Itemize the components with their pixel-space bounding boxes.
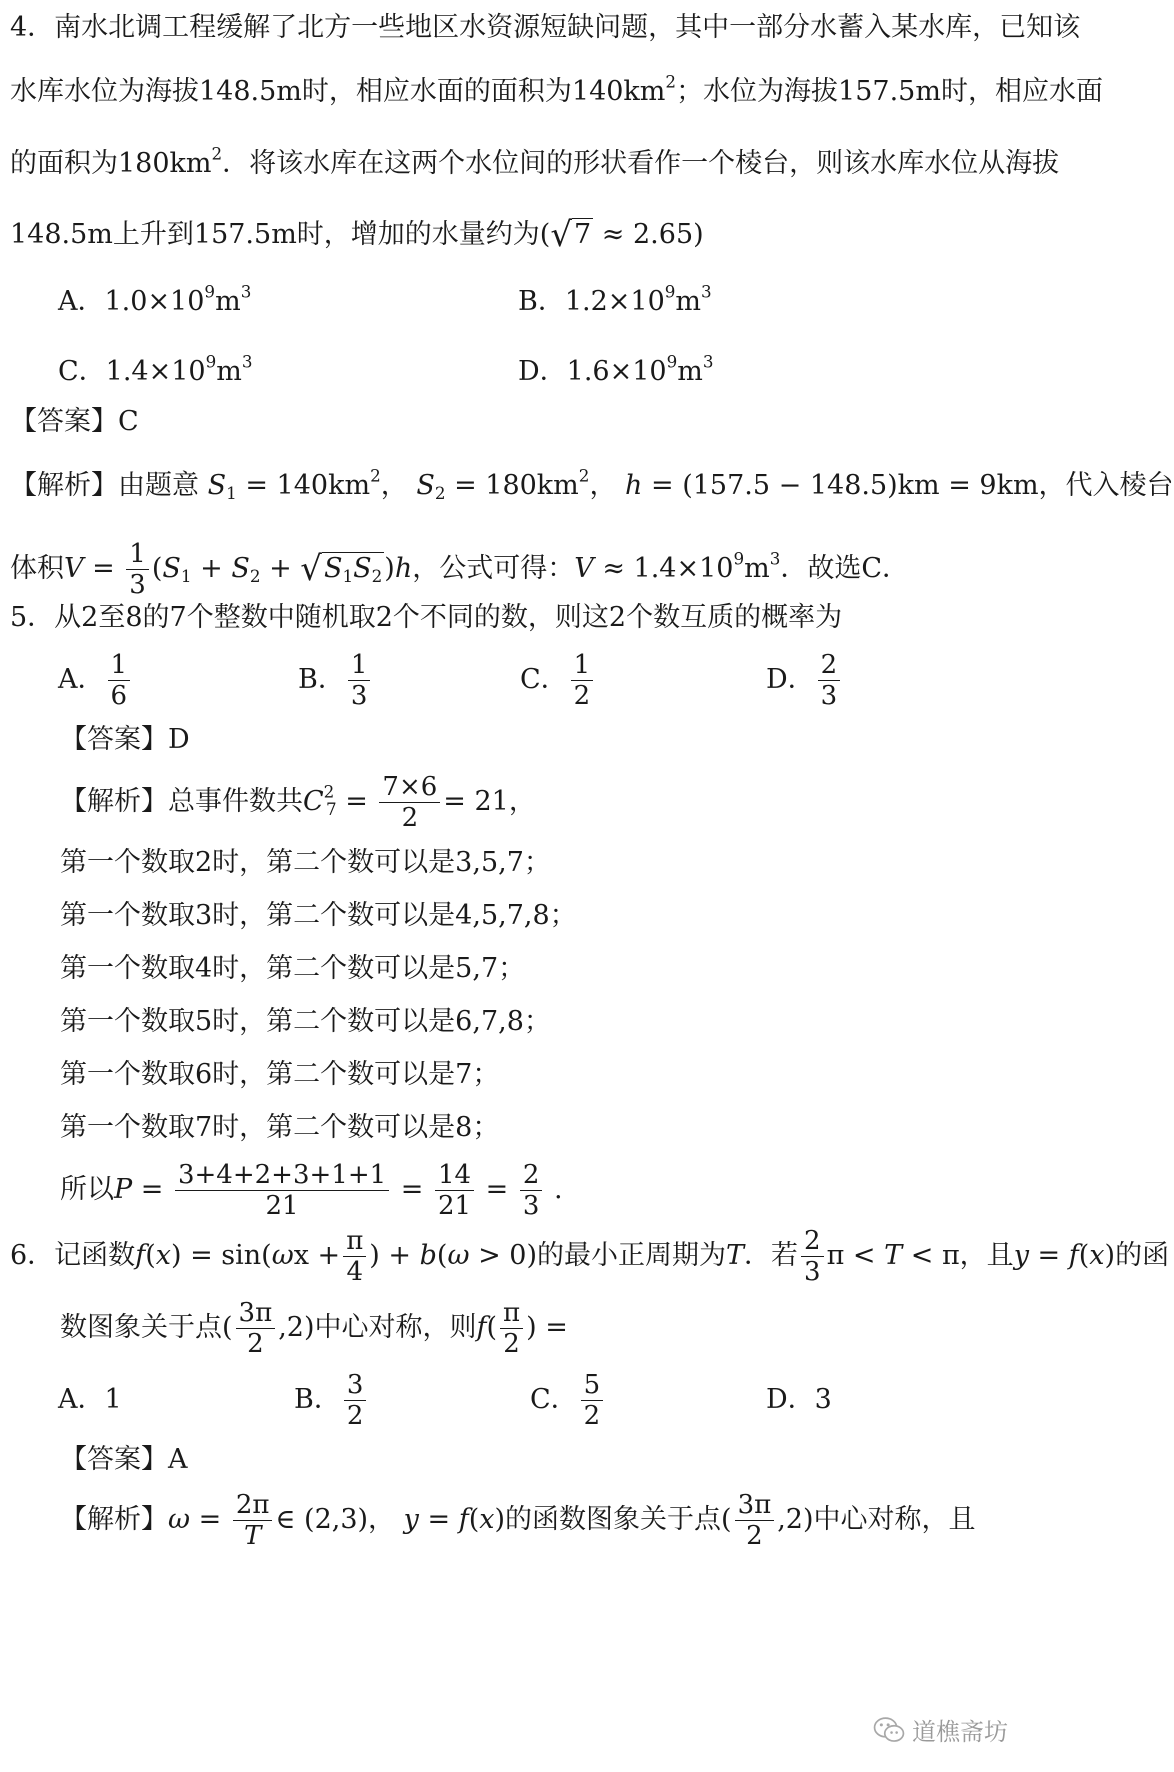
q5-case-5: 第一个数取6时，第二个数可以是7； bbox=[60, 1059, 500, 1090]
q4-solution-line-1: 【解析】由题意 $S_1 = 140km^2$， $S_2 = 180km^2$， h = (157.5 − 148.5)km = 9km，代入棱台 bbox=[10, 465, 1174, 504]
q4-option-a: A．$1.0\times 10^9m^3$ bbox=[58, 281, 252, 317]
q5-option-b: B． $\frac{1}{3}$ bbox=[298, 648, 373, 712]
q6-option-b: B． $\frac{3}{2}$ bbox=[294, 1368, 369, 1432]
q5-case-1: 第一个数取2时，第二个数可以是3,5,7； bbox=[60, 847, 551, 878]
q4-solution-line-2: 体积V = $\frac{1}{3}$ $(S_1 + S_2 + √S_1S_2)h$，公式可得：$V \approx 1.4\times 10^9m^3$．故选C． bbox=[10, 539, 910, 600]
q5-case-3: 第一个数取4时，第二个数可以是5,7； bbox=[60, 953, 526, 984]
q4-option-c: C．$1.4\times 10^9m^3$ bbox=[58, 351, 253, 387]
q6-answer: 【答案】A bbox=[60, 1444, 188, 1475]
q6-option-a: A．1 bbox=[58, 1384, 122, 1415]
q5-solution-head: 【解析】总事件数共$C^2_7$ = $\frac{7\times 6}{2}$ = 21， bbox=[60, 772, 536, 833]
q4-line-2: 水库水位为海拔148.5m时，相应水面的面积为$140km^2$；水位为海拔157.5m时，相应水面 bbox=[10, 71, 1103, 107]
q5-option-c: C． $\frac{1}{2}$ bbox=[520, 648, 596, 712]
q6-line-2: 数图象关于点( $\frac{3\pi}{2}$ ,2)中心对称，则f( $\frac{\pi}{2}$ ) = bbox=[60, 1298, 568, 1359]
q5-case-6: 第一个数取7时，第二个数可以是8； bbox=[60, 1112, 500, 1143]
q5-stem: 5．从2至8的7个整数中随机取2个不同的数，则这2个数互质的概率为 bbox=[10, 602, 843, 633]
watermark bbox=[872, 1712, 1008, 1747]
q4-line-1: 4．南水北调工程缓解了北方一些地区水资源短缺问题，其中一部分水蓄入某水库，已知该 bbox=[10, 12, 1081, 43]
q6-solution: 【解析】ω = $\frac{2\pi}{T}$ ∈ (2,3)， y = f(x)的函数图象关于点( $\frac{3\pi}{2}$ ,2)中心对称，且 bbox=[60, 1490, 976, 1551]
q5-answer: 【答案】D bbox=[60, 724, 190, 755]
q5-case-4: 第一个数取5时，第二个数可以是6,7,8； bbox=[60, 1006, 551, 1037]
q4-option-d: D．$1.6\times 10^9m^3$ bbox=[518, 351, 714, 387]
q4-line-3: 的面积为$180km^2$．将该水库在这两个水位间的形状看作一个棱台，则该水库水位从海拔 bbox=[10, 143, 1060, 179]
q4-answer: 【答案】C bbox=[10, 406, 139, 437]
q6-option-d: D．3 bbox=[766, 1384, 832, 1415]
sqrt-icon: √ bbox=[550, 215, 573, 255]
q5-case-2: 第一个数取3时，第二个数可以是4,5,7,8； bbox=[60, 900, 577, 931]
wechat-icon bbox=[872, 1713, 906, 1747]
q5-option-d: D． $\frac{2}{3}$ bbox=[766, 648, 843, 712]
q6-line-1: 6．记函数f(x) = sin(ωx + $\frac{\pi}{4}$ ) + b(ω > 0)的最小正周期为T．若 $\frac{2}{3}$ π < T < π，且y = f(x)的函 bbox=[10, 1226, 1170, 1287]
q4-line-4: 148.5m上升到157.5m时，增加的水量约为(√7 ≈ 2.65) bbox=[10, 215, 704, 255]
q6-option-c: C． $\frac{5}{2}$ bbox=[530, 1368, 606, 1432]
watermark-text: 道樵斋坊 bbox=[912, 1718, 1008, 1746]
q5-option-a: A． $\frac{1}{6}$ bbox=[58, 648, 133, 712]
fraction: $\frac{1}{3}$ bbox=[126, 539, 149, 600]
q4-option-b: B．$1.2\times 10^9m^3$ bbox=[518, 281, 712, 317]
q5-result: 所以P = $\frac{3+4+2+3+1+1}{21}$ = $\frac{14}{21}$ = $\frac{2}{3}$ . bbox=[60, 1160, 563, 1221]
